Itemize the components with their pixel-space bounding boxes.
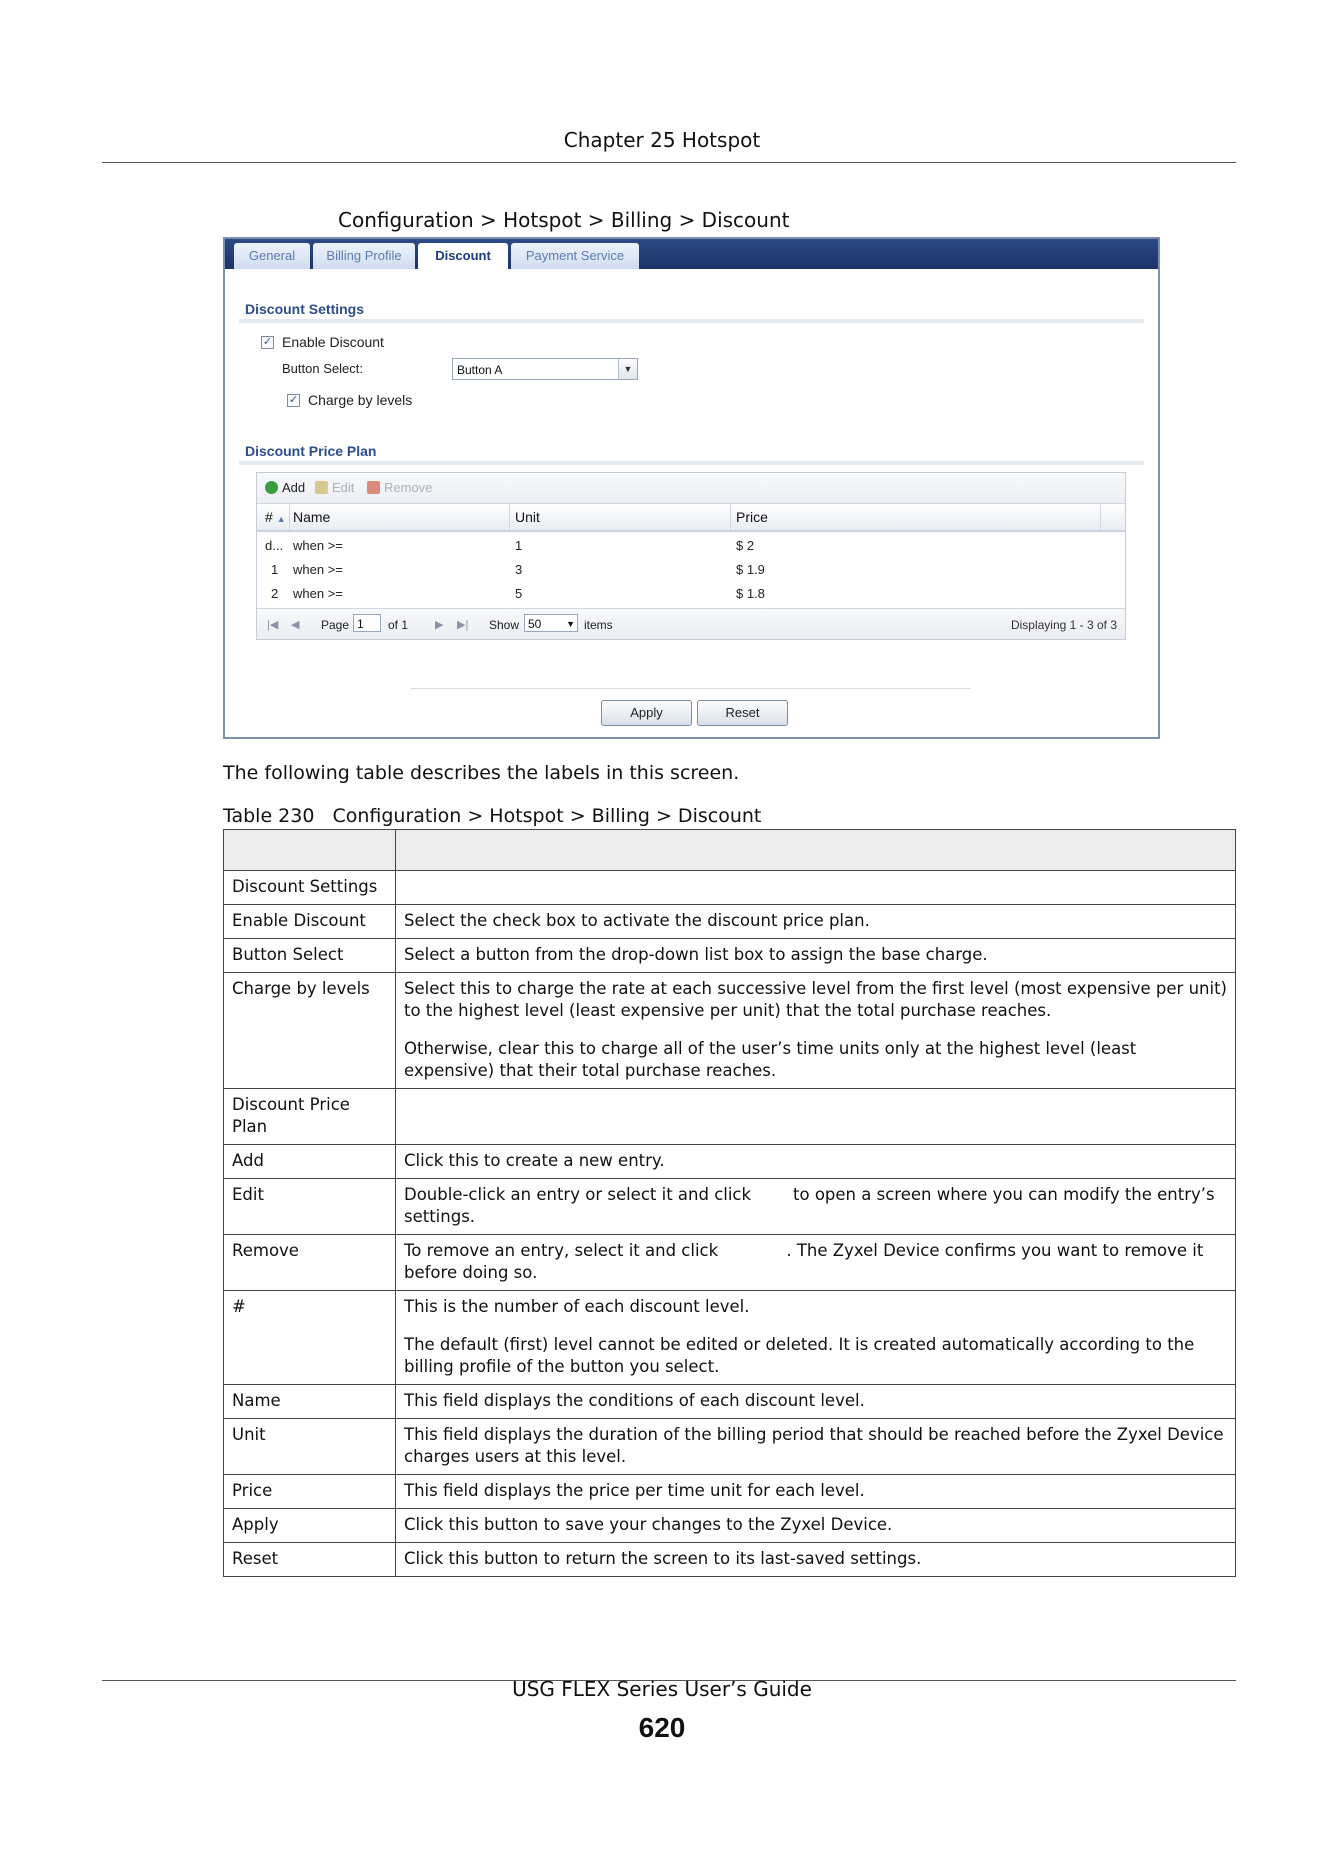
row-number: 2 — [271, 586, 279, 601]
row-description — [396, 1235, 1236, 1291]
row-description — [396, 1145, 1236, 1179]
row-label: Edit — [224, 1179, 396, 1235]
remove-button[interactable] — [367, 480, 432, 495]
row-description — [396, 939, 1236, 973]
column-header-number[interactable]: # ▲ — [265, 509, 286, 525]
row-label: Charge by levels — [224, 973, 396, 1089]
table-row — [224, 1089, 1236, 1145]
row-description — [396, 1385, 1236, 1419]
row-label: Price — [224, 1475, 396, 1509]
column-header-price[interactable]: Price — [736, 509, 768, 525]
table-title: Configuration > Hotspot > Billing > Discount — [332, 805, 762, 827]
charge-by-levels-label: Charge by levels — [308, 392, 413, 408]
grid-toolbar — [257, 473, 1125, 503]
section-rule — [239, 319, 1144, 323]
row-label: Button Select — [224, 939, 396, 973]
row-label: Unit — [224, 1419, 396, 1475]
items-label: items — [584, 618, 613, 632]
charge-by-levels-checkbox[interactable]: ✓ — [288, 393, 299, 406]
table-caption — [223, 805, 761, 827]
row-description — [396, 1543, 1236, 1577]
trash-icon — [367, 481, 380, 494]
column-header-name[interactable]: Name — [293, 509, 331, 525]
price-plan-title: Discount Price Plan — [245, 443, 377, 459]
row-label: Name — [224, 1385, 396, 1419]
tab-discount[interactable]: Discount — [418, 243, 508, 269]
description-paragraph: Select this to charge the rate at each successive level from the first level (most expensive per unit) to the highest level (least expensive per unit) that the total purchase reaches. — [404, 979, 1233, 1020]
description-paragraph: Click this button to return the screen to its last-saved settings. — [404, 1549, 922, 1568]
row-number: 1 — [271, 562, 279, 577]
button-select-value: Button A — [457, 363, 503, 377]
table-row[interactable] — [257, 533, 1101, 557]
table-body — [224, 871, 1236, 1577]
column-separator — [289, 504, 290, 530]
enable-discount-label: Enable Discount — [282, 334, 384, 350]
edit-icon — [315, 481, 328, 494]
table-row — [224, 973, 1236, 1089]
row-label: # — [224, 1291, 396, 1385]
add-label: Add — [282, 480, 306, 495]
row-name: when >= — [293, 538, 343, 553]
table-row — [224, 1179, 1236, 1235]
chevron-down-icon: ▼ — [566, 619, 575, 629]
items-per-page-value: 50 — [528, 617, 542, 631]
last-page-icon[interactable]: ▶| — [457, 619, 469, 631]
previous-page-icon[interactable]: ◀ — [291, 619, 300, 631]
next-page-icon[interactable]: ▶ — [435, 619, 444, 631]
table-row — [224, 1509, 1236, 1543]
tab-billing-profile[interactable]: Billing Profile — [313, 243, 415, 269]
table-number: Table 230 — [223, 805, 315, 827]
section-rule — [239, 461, 1144, 465]
description-paragraph: This field displays the conditions of each discount level. — [404, 1391, 865, 1410]
enable-discount-row — [261, 334, 384, 350]
row-label: Enable Discount — [224, 905, 396, 939]
description-paragraph: This is the number of each discount level. — [404, 1297, 750, 1316]
page-input[interactable]: 1 — [353, 614, 381, 632]
button-select-dropdown[interactable] — [452, 358, 638, 380]
row-number: d... — [265, 538, 284, 553]
tab-general[interactable]: General — [234, 243, 310, 269]
row-description — [396, 1509, 1236, 1543]
row-description — [396, 1419, 1236, 1475]
page-label: Page — [321, 618, 350, 632]
edit-label: Edit — [332, 480, 355, 495]
edit-button[interactable] — [315, 480, 354, 495]
description-paragraph: Click this to create a new entry. — [404, 1151, 665, 1170]
table-row — [224, 1145, 1236, 1179]
row-description — [396, 871, 1236, 905]
grid-header — [257, 503, 1125, 532]
tab-payment-service[interactable]: Payment Service — [511, 243, 639, 269]
description-paragraph: Select a button from the drop-down list box to assign the base charge. — [404, 945, 988, 964]
remove-label: Remove — [384, 480, 433, 495]
row-unit: 5 — [515, 586, 523, 601]
row-price: $ 1.9 — [736, 562, 765, 577]
intro-text: The following table describes the labels in this screen. — [223, 762, 740, 784]
column-separator — [509, 504, 510, 530]
displaying-status: Displaying 1 - 3 of 3 — [1010, 618, 1117, 632]
discount-screenshot — [223, 237, 1160, 739]
table-row — [224, 1235, 1236, 1291]
chapter-header: Chapter 25 Hotspot — [563, 128, 761, 152]
table-header-row — [224, 830, 1236, 871]
description-paragraph: This field displays the duration of the billing period that should be reached before the Zyxel Device charges users at this level. — [404, 1425, 1229, 1466]
table-row — [224, 905, 1236, 939]
reset-button[interactable]: Reset — [697, 700, 788, 726]
description-paragraph: Select the check box to activate the discount price plan. — [404, 911, 870, 930]
row-label: Reset — [224, 1543, 396, 1577]
items-per-page-select[interactable] — [524, 614, 578, 632]
description-paragraph: Click this button to save your changes to the Zyxel Device. — [404, 1515, 893, 1534]
grid-pager — [257, 608, 1125, 639]
row-description — [396, 1291, 1236, 1385]
column-separator — [730, 504, 731, 530]
row-label: Add — [224, 1145, 396, 1179]
divider — [411, 688, 971, 689]
table-row — [224, 939, 1236, 973]
guide-title: USG FLEX Series User’s Guide — [512, 1677, 812, 1701]
label-description-table — [223, 829, 1236, 1577]
row-description — [396, 1179, 1236, 1235]
table-row — [224, 871, 1236, 905]
row-label: Apply — [224, 1509, 396, 1543]
description-paragraph: The default (first) level cannot be edited or deleted. It is created automatically according to the billing profile of the button you select. — [404, 1335, 1200, 1376]
header-description-cell — [396, 830, 1236, 871]
tab-bar — [225, 239, 1158, 269]
row-description — [396, 1475, 1236, 1509]
figure-caption: Configuration > Hotspot > Billing > Discount — [338, 208, 790, 232]
table-row[interactable] — [257, 557, 1101, 581]
apply-button[interactable]: Apply — [601, 700, 692, 726]
button-select-label: Button Select: — [282, 361, 363, 376]
row-price: $ 2 — [736, 538, 755, 553]
row-name: when >= — [293, 562, 343, 577]
show-label: Show — [489, 618, 520, 632]
row-name: when >= — [293, 586, 343, 601]
table-row — [224, 1419, 1236, 1475]
header-label-cell — [224, 830, 396, 871]
price-plan-grid — [256, 472, 1126, 640]
table-row — [224, 1291, 1236, 1385]
table-row — [224, 1543, 1236, 1577]
charge-by-levels-row — [287, 392, 412, 408]
page-number: 620 — [638, 1712, 686, 1743]
discount-settings-title: Discount Settings — [245, 301, 365, 317]
row-description — [396, 1089, 1236, 1145]
add-button[interactable] — [265, 480, 305, 495]
column-separator — [1100, 504, 1101, 530]
row-label: Discount Price Plan — [224, 1089, 396, 1145]
table-row — [224, 1475, 1236, 1509]
table-row — [224, 1385, 1236, 1419]
header-rule — [102, 162, 1236, 163]
row-description — [396, 905, 1236, 939]
description-paragraph: Double-click an entry or select it and click to open a screen where you can modify the entry’s settings. — [404, 1185, 1220, 1226]
row-description — [396, 973, 1236, 1089]
sort-asc-icon: ▲ — [276, 514, 286, 524]
add-icon — [265, 481, 278, 494]
first-page-icon[interactable]: |◀ — [267, 619, 279, 631]
page-of-label: of 1 — [388, 618, 409, 632]
row-label: Remove — [224, 1235, 396, 1291]
description-paragraph: To remove an entry, select it and click . The Zyxel Device confirms you want to remove it before doing so. — [404, 1241, 1209, 1282]
description-paragraph: Otherwise, clear this to charge all of the user’s time units only at the highest level (least expensive) that their total purchase reaches. — [404, 1039, 1142, 1080]
enable-discount-checkbox[interactable]: ✓ — [262, 335, 273, 348]
row-unit: 3 — [515, 562, 523, 577]
row-price: $ 1.8 — [736, 586, 765, 601]
table-row[interactable] — [257, 581, 1101, 605]
column-header-unit[interactable]: Unit — [515, 509, 540, 525]
row-unit: 1 — [515, 538, 523, 553]
row-label: Discount Settings — [224, 871, 396, 905]
chevron-down-icon: ▼ — [618, 359, 637, 379]
description-paragraph: This field displays the price per time unit for each level. — [404, 1481, 865, 1500]
